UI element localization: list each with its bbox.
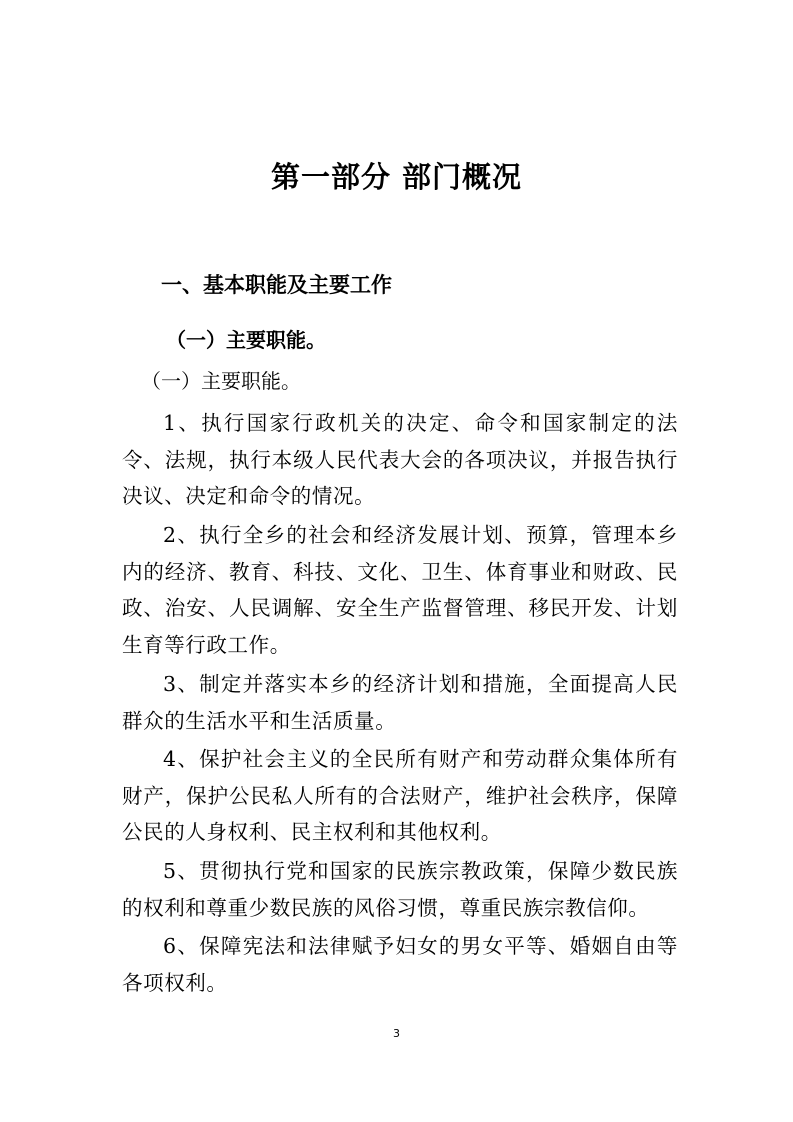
- paragraph-3: 3、制定并落实本乡的经济计划和措施，全面提高人民群众的生活水平和生活质量。: [122, 672, 678, 733]
- paragraph-6: 6、保障宪法和法律赋予妇女的男女平等、婚姻自由等各项权利。: [122, 934, 678, 995]
- subheading-bold: （一）主要职能。: [166, 328, 326, 352]
- subheading-plain: （一）主要职能。: [141, 369, 301, 393]
- paragraph-2: 2、执行全乡的社会和经济发展计划、预算，管理本乡内的经济、教育、科技、文化、卫生、体育事业和财政、民政、治安、人民调解、安全生产监督管理、移民开发、计划生育等行政工作。: [122, 523, 678, 657]
- paragraph-4: 4、保护社会主义的全民所有财产和劳动群众集体所有财产，保护公民私人所有的合法财产，维护社会秩序，保障公民的人身权利、民主权利和其他权利。: [122, 747, 678, 844]
- section-heading: 一、基本职能及主要工作: [161, 273, 392, 297]
- page-number: 3: [393, 1027, 400, 1040]
- page-title: 第一部分 部门概况: [270, 160, 523, 194]
- paragraph-1: 1、执行国家行政机关的决定、命令和国家制定的法令、法规，执行本级人民代表大会的各项决议，并报告执行决议、决定和命令的情况。: [122, 411, 678, 508]
- paragraph-5: 5、贯彻执行党和国家的民族宗教政策，保障少数民族的权利和尊重少数民族的风俗习惯，尊重民族宗教信仰。: [122, 859, 678, 920]
